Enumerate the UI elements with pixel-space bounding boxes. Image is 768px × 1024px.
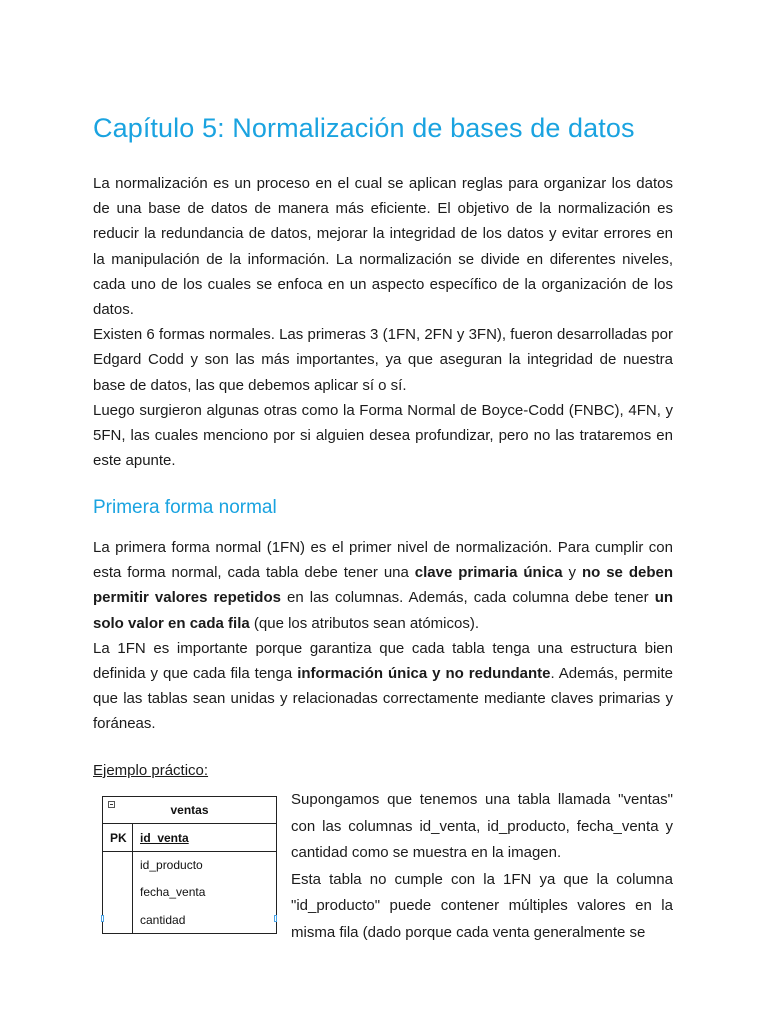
er-table-header [103, 797, 276, 824]
resize-handle-icon [274, 915, 277, 922]
er-table-name: ventas [170, 803, 209, 817]
intro-paragraph-3: Luego surgieron algunas otras como la Forma Normal de Boyce-Codd (FNBC), 4FN, y 5FN, las cuales menciono por si alguien desea profundizar, pero no las trataremos en este apunte. [93, 401, 673, 470]
intro-paragraph-1: La normalización es un proceso en el cual se aplican reglas para organizar los datos de una base de datos de manera más eficiente. El objetivo de la normalización es reducir la redundancia de datos, mejorar la integridad de los datos y evitar errores en la manipulación de la información. La normalización se divide en diferentes niveles, cada uno de los cuales se enfoca en un aspecto específico de la organización de los datos. [93, 175, 673, 319]
text-run: en las columnas. Además, cada columna debe tener [280, 589, 655, 607]
intro-text [93, 171, 673, 473]
text-run: La 1FN es importante porque garantiza que cada tabla tenga una estructura bien definida y que cada fila tenga [93, 639, 673, 683]
pk-label: PK [110, 831, 127, 845]
section-text [93, 535, 673, 737]
text-run: y [562, 564, 582, 582]
pk-field: id_venta [140, 831, 189, 845]
er-table-diagram [102, 796, 277, 934]
bold-run: un solo valor en cada fila [93, 589, 674, 632]
bold-run: no se deben permitir valores repetidos [93, 564, 673, 607]
er-pk-row [103, 824, 276, 852]
er-field: cantidad [140, 913, 186, 927]
section-paragraph-2 [93, 636, 673, 737]
er-column-divider [132, 824, 133, 934]
er-field: fecha_venta [140, 885, 206, 899]
text-run: (que los atributos sean atómicos). [249, 614, 480, 632]
example-paragraph-1: Supongamos que tenemos una tabla llamada "ventas" con las columnas id_venta, id_producto, fecha_venta y cantidad como se muestra en la imagen. [291, 791, 673, 862]
example-paragraph-2: Esta tabla no cumple con la 1FN ya que la columna "id_producto" puede contener múltiples valores en la misma fila (dado porque cada venta generalmente se [291, 870, 673, 941]
section-title: Primera forma normal [93, 497, 277, 518]
bold-run: información única y no redundante [297, 665, 551, 683]
er-field: id_producto [140, 858, 203, 872]
example-label: Ejemplo práctico: [93, 762, 209, 779]
example-text [291, 787, 673, 947]
chapter-title: Capítulo 5: Normalización de bases de datos [93, 113, 635, 143]
resize-handle-icon [101, 915, 104, 922]
section-paragraph-1 [93, 535, 673, 636]
intro-paragraph-2: Existen 6 formas normales. Las primeras 3 (1FN, 2FN y 3FN), fueron desarrolladas por Edgard Codd y son las más importantes, ya que aseguran la integridad de nuestra base de datos, las que debemos aplicar sí o sí. [93, 326, 673, 394]
text-run: La primera forma normal (1FN) es el primer nivel de normalización. Para cumplir con esta forma normal, cada tabla debe tener una [93, 539, 673, 582]
text-run: . Además, permite que las tablas sean unidas y relacionadas correctamente mediante claves primarias y foráneas. [93, 665, 673, 733]
bold-run: clave primaria única [414, 564, 563, 582]
